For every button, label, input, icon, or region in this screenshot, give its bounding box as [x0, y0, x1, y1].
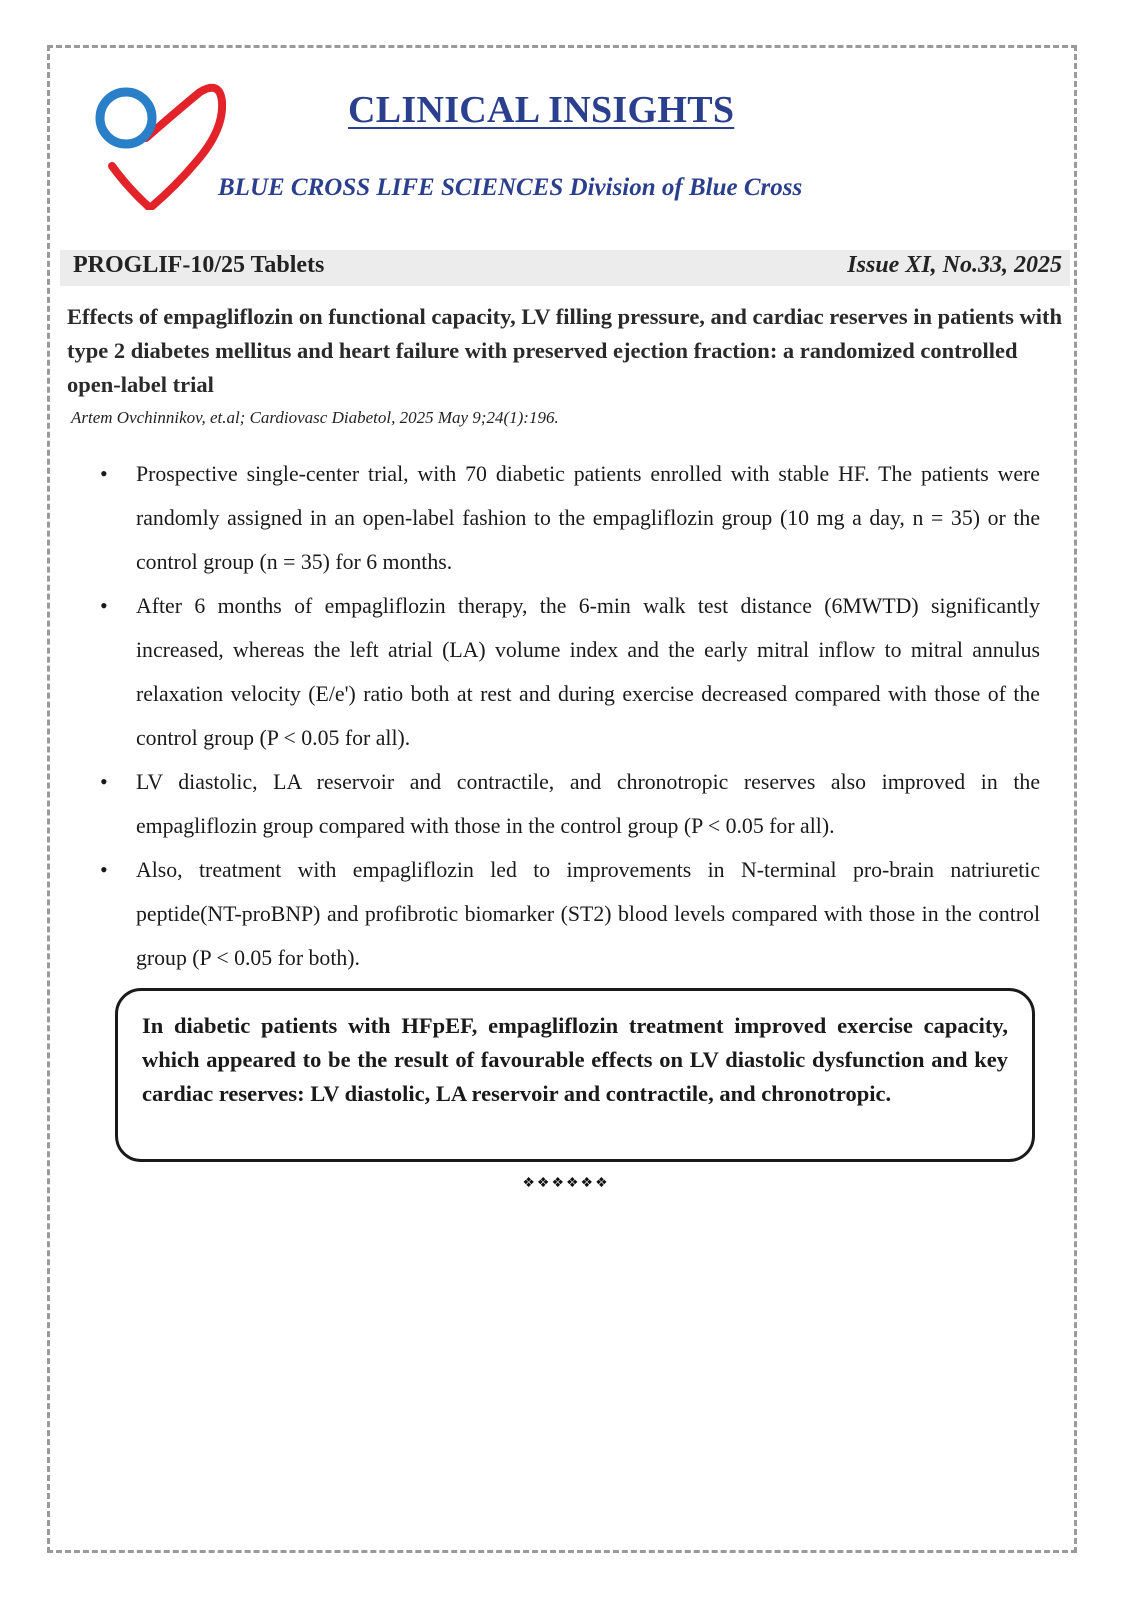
- company-subtitle: BLUE CROSS LIFE SCIENCES Division of Blue Cross: [218, 174, 803, 201]
- article-citation: Artem Ovchinnikov, et.al; Cardiovasc Diabetol, 2025 May 9;24(1):196.: [71, 408, 559, 427]
- list-item-text: Also, treatment with empagliflozin led to improvements in N-terminal pro-brain natriuretic peptide(NT-proBNP) and profibrotic biomarker (ST2) blood levels compared with those in the control group (P < 0.05 for both).: [136, 858, 1040, 970]
- list-item-text: Prospective single-center trial, with 70 diabetic patients enrolled with stable HF. The patients were randomly assigned in an open-label fashion to the empagliflozin group (10 mg a day, n = 35) or the control group (n = 35) for 6 months.: [136, 462, 1040, 574]
- newsletter-title: CLINICAL INSIGHTS: [348, 89, 735, 131]
- list-item: [100, 452, 1040, 584]
- bullet-icon: •: [100, 461, 108, 486]
- article-title: Effects of empagliflozin on functional capacity, LV filling pressure, and cardiac reserves in patients with type 2 diabetes mellitus and heart failure with preserved ejection fraction: a randomized controlled open-label trial: [67, 304, 1062, 397]
- bullet-icon: •: [100, 857, 108, 882]
- issue-number: Issue XI, No.33, 2025: [847, 252, 1062, 278]
- bullet-icon: •: [100, 769, 108, 794]
- conclusion-text: In diabetic patients with HFpEF, empagliflozin treatment improved exercise capacity, which appeared to be the result of favourable effects on LV diastolic dysfunction and key cardiac reserves: LV diastolic, LA reservoir and contractile, and chronotropic.: [142, 1013, 1008, 1106]
- list-item: [100, 848, 1040, 980]
- bullet-icon: •: [100, 593, 108, 618]
- list-item-text: After 6 months of empagliflozin therapy, the 6-min walk test distance (6MWTD) significantly increased, whereas the left atrial (LA) volume index and the early mitral inflow to mitral annulus relaxation velocity (E/e') ratio both at rest and during exercise decreased compared with those of the control group (P < 0.05 for all).: [136, 594, 1040, 750]
- conclusion-box: [115, 988, 1035, 1162]
- list-item-text: LV diastolic, LA reservoir and contractile, and chronotropic reserves also improved in the empagliflozin group compared with those in the control group (P < 0.05 for all).: [136, 770, 1040, 838]
- list-item: [100, 760, 1040, 848]
- product-name: PROGLIF-10/25 Tablets: [73, 252, 325, 278]
- summary-list: [100, 452, 1040, 980]
- heart-ring-logo-icon: [88, 80, 226, 210]
- section-divider: ❖❖❖❖❖❖: [522, 1176, 610, 1191]
- list-item: [100, 584, 1040, 760]
